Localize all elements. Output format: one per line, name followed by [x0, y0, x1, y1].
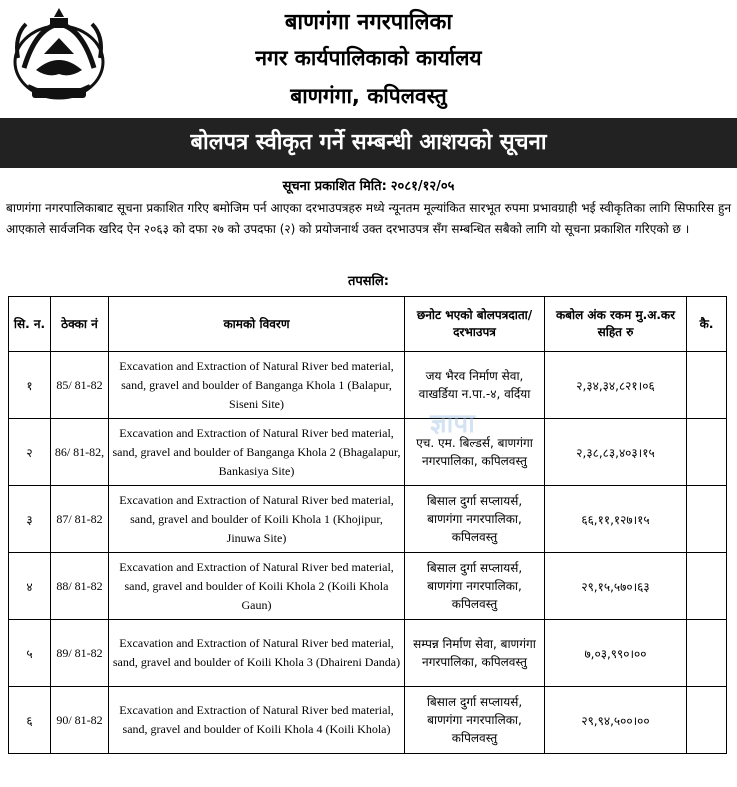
notice-body: बाणगंगा नगरपालिकाबाट सूचना प्रकाशित गरिए बमोजिम पर्न आएका दरभाउपत्रहरु मध्ये न्यूनतम मूल्यांकित सारभूत रुपमा प्रभावग्राही भई स्वीकृतिका लागि सिफारिस हुन आएकाले सार्वजनिक खरिद ऐन २०६३ को दफा २७ को उपदफा (२) को प्रयोजनार्थ उक्त दरभाउपत्र सँग सम्बन्धित सबैको लागि यो सूचना प्रकाशित गरिएको छ । — [6, 201, 731, 236]
notice-title-banner: बोलपत्र स्वीकृत गर्ने सम्बन्धी आशयको सूचना — [0, 118, 737, 168]
cell-contract: 86/ 81-82, — [51, 419, 109, 486]
cell-bidder: एच. एम. बिल्डर्स, बाणगंगा नगरपालिका, कपिलवस्तु — [405, 419, 545, 486]
table-row — [9, 486, 727, 553]
cell-bidder: बिसाल दुर्गा सप्लायर्स, बाणगंगा नगरपालिका, कपिलवस्तु — [405, 687, 545, 754]
cell-contract: 87/ 81-82 — [51, 486, 109, 553]
details-heading: तपसलि: — [348, 274, 389, 289]
cell-remarks — [687, 486, 727, 553]
cell-sn: २ — [9, 419, 51, 486]
col-header-sn: सि. न. — [9, 297, 51, 352]
cell-contract: 90/ 81-82 — [51, 687, 109, 754]
cell-amount: ६६,११,१२७।१५ — [545, 486, 687, 553]
cell-bidder: जय भैरव निर्माण सेवा, वाखर्डिया न.पा.-४, वर्दिया — [405, 352, 545, 419]
publication-date — [0, 176, 737, 194]
cell-remarks — [687, 419, 727, 486]
cell-amount: ७,०३,९९०।०० — [545, 620, 687, 687]
table-row — [9, 620, 727, 687]
cell-remarks — [687, 553, 727, 620]
cell-sn: ३ — [9, 486, 51, 553]
col-header-bidder: छनोट भएको बोलपत्रदाता/दरभाउपत्र — [405, 297, 545, 352]
cell-sn: ६ — [9, 687, 51, 754]
watermark: ज्ञापा — [430, 409, 475, 439]
cell-description: Excavation and Extraction of Natural River bed material, sand, gravel and boulder of Koili Khola 3 (Dhaireni Danda) — [109, 620, 405, 687]
publication-date-value: २०८१/१२/०५ — [390, 179, 455, 194]
cell-amount: २९,१५,५७०।६३ — [545, 553, 687, 620]
office-name: नगर कार्यपालिकाको कार्यालय — [255, 46, 482, 70]
office-address: बाणगंगा, कपिलवस्तु — [290, 84, 447, 108]
cell-sn: १ — [9, 352, 51, 419]
tender-table — [8, 296, 727, 754]
cell-contract: 89/ 81-82 — [51, 620, 109, 687]
cell-bidder: बिसाल दुर्गा सप्लायर्स, बाणगंगा नगरपालिका, कपिलवस्तु — [405, 553, 545, 620]
col-header-contract: ठेक्का नं — [51, 297, 109, 352]
cell-sn: ५ — [9, 620, 51, 687]
cell-description: Excavation and Extraction of Natural River bed material, sand, gravel and boulder of Koili Khola 2 (Koili Khola Gaun) — [109, 553, 405, 620]
col-header-amount: कबोल अंक रकम मु.अ.कर सहित रु — [545, 297, 687, 352]
cell-amount: २,३८,८३,४०३।१५ — [545, 419, 687, 486]
cell-bidder: सम्पन्न निर्माण सेवा, बाणगंगा नगरपालिका, कपिलवस्तु — [405, 620, 545, 687]
publication-date-label: सूचना प्रकाशित मिति: — [282, 179, 387, 194]
cell-remarks — [687, 687, 727, 754]
cell-description: Excavation and Extraction of Natural River bed material, sand, gravel and boulder of Banganga Khola 1 (Balapur, Siseni Site) — [109, 352, 405, 419]
cell-contract: 88/ 81-82 — [51, 553, 109, 620]
cell-description: Excavation and Extraction of Natural River bed material, sand, gravel and boulder of Banganga Khola 2 (Bhagalapur, Bankasiya Site) — [109, 419, 405, 486]
cell-amount: २,३४,३४,८२१।०६ — [545, 352, 687, 419]
cell-remarks — [687, 352, 727, 419]
cell-description: Excavation and Extraction of Natural River bed material, sand, gravel and boulder of Koili Khola 1 (Khojipur, Jinuwa Site) — [109, 486, 405, 553]
cell-sn: ४ — [9, 553, 51, 620]
table-row — [9, 352, 727, 419]
col-header-remarks: कै. — [687, 297, 727, 352]
cell-description: Excavation and Extraction of Natural River bed material, sand, gravel and boulder of Koili Khola 4 (Koili Khola) — [109, 687, 405, 754]
municipality-name: बाणगंगा नगरपालिका — [284, 10, 453, 35]
notice-header — [0, 0, 737, 118]
col-header-description: कामको विवरण — [109, 297, 405, 352]
table-row — [9, 553, 727, 620]
table-row — [9, 687, 727, 754]
cell-remarks — [687, 620, 727, 687]
table-header-row — [9, 297, 727, 352]
table-row — [9, 419, 727, 486]
cell-contract: 85/ 81-82 — [51, 352, 109, 419]
cell-bidder: बिसाल दुर्गा सप्लायर्स, बाणगंगा नगरपालिका, कपिलवस्तु — [405, 486, 545, 553]
cell-amount: २९,९४,५००।०० — [545, 687, 687, 754]
